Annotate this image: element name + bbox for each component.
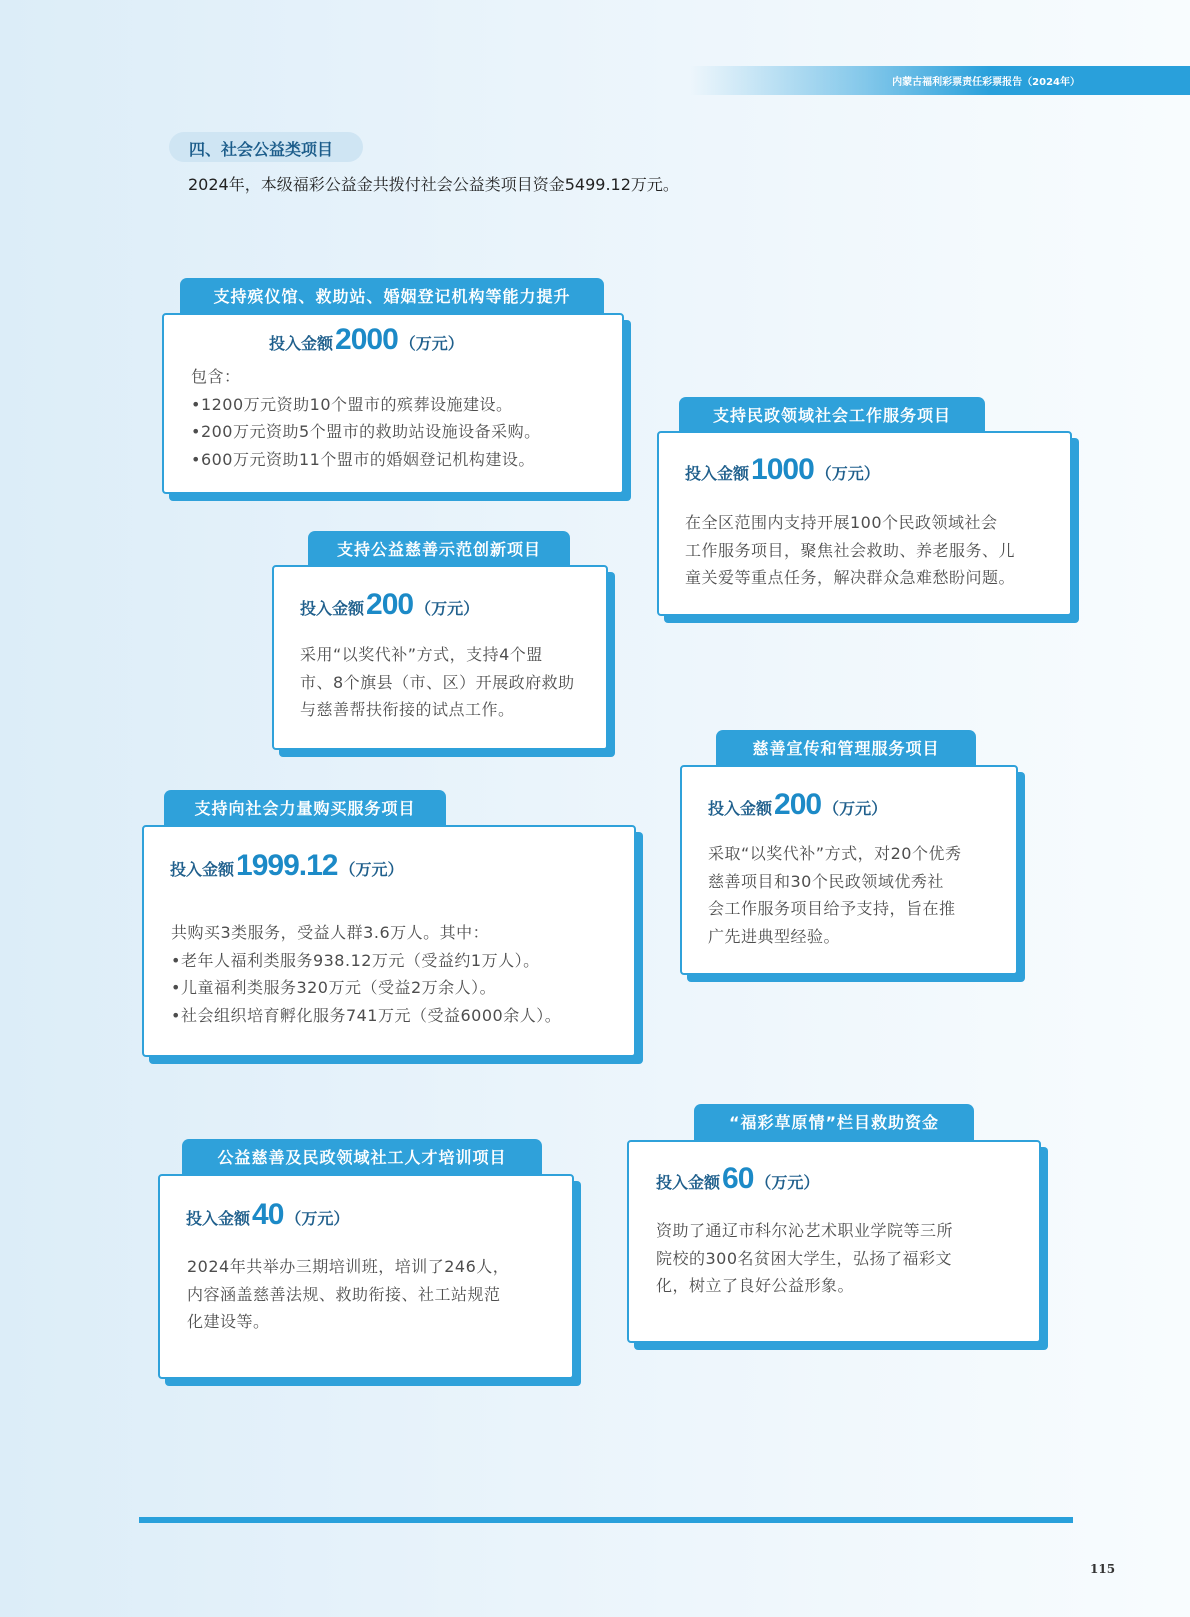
body-line: 包含：	[191, 367, 241, 386]
card-body	[656, 1217, 953, 1300]
body-line: 慈善项目和30个民政领域优秀社	[708, 871, 944, 891]
section-heading-pill	[169, 132, 363, 162]
amount-line	[685, 453, 880, 487]
body-line: 化建设等。	[187, 1312, 270, 1331]
card-body	[187, 1253, 509, 1336]
amount-line	[708, 788, 887, 822]
amount-unit: （万元）	[755, 1173, 820, 1192]
amount-prefix: 投入金额	[186, 1209, 251, 1228]
amount-line	[656, 1162, 819, 1196]
card-talent-training	[158, 1174, 574, 1379]
amount-prefix: 投入金额	[685, 464, 750, 483]
amount-unit: （万元）	[815, 464, 880, 483]
amount-value: 200	[366, 588, 414, 621]
report-title: 内蒙古福利彩票责任彩票报告（2024年）	[892, 77, 1080, 88]
amount-unit: （万元）	[415, 599, 480, 618]
amount-prefix: 投入金额	[300, 599, 365, 618]
body-line: 化，树立了良好公益形象。	[656, 1276, 855, 1295]
amount-line	[300, 588, 479, 622]
body-line: 资助了通辽市科尔沁艺术职业学院等三所	[656, 1221, 954, 1240]
body-line: 内容涵盖慈善法规、救助衔接、社工站规范	[187, 1284, 501, 1304]
card-charity-publicity	[680, 765, 1018, 975]
section-intro: 2024年，本级福彩公益金共拨付社会公益类项目资金5499.12万元。	[188, 175, 679, 194]
amount-line	[186, 1198, 349, 1232]
card-title-charity-demo: 支持公益慈善示范创新项目	[308, 531, 570, 567]
card-title-charity-publicity: 慈善宣传和管理服务项目	[716, 730, 976, 767]
card-title-talent-training: 公益慈善及民政领域社工人才培训项目	[182, 1139, 542, 1176]
amount-value: 1000	[751, 453, 814, 486]
body-line: •1200万元资助10个盟市的殡葬设施建设。	[191, 394, 513, 414]
amount-unit: （万元）	[285, 1209, 350, 1228]
body-line: •儿童福利类服务320万元（受益2万余人）。	[171, 978, 497, 997]
body-line: 共购买3类服务，受益人群3.6万人。其中：	[171, 923, 490, 942]
body-line: 采取“以奖代补”方式，对20个优秀	[708, 844, 962, 863]
card-funeral-rescue-marriage	[162, 313, 624, 494]
amount-line	[269, 323, 464, 357]
card-title-fucai-column: “福彩草原情”栏目救助资金	[694, 1104, 974, 1142]
card-social-work-services	[657, 431, 1072, 616]
card-title-social-work: 支持民政领域社会工作服务项目	[679, 397, 985, 433]
body-line: 广先进典型经验。	[708, 926, 841, 946]
header-band	[690, 66, 1190, 95]
card-body	[171, 919, 561, 1029]
card-body	[191, 363, 541, 473]
card-title-purchase-services: 支持向社会力量购买服务项目	[164, 790, 446, 827]
amount-prefix: 投入金额	[656, 1173, 721, 1192]
body-line: 与慈善帮扶衔接的试点工作。	[300, 700, 515, 719]
body-line: •600万元资助11个盟市的婚姻登记机构建设。	[191, 449, 535, 469]
card-charity-demo-innovation	[272, 565, 608, 750]
amount-value: 40	[252, 1198, 284, 1231]
amount-prefix: 投入金额	[708, 799, 773, 818]
amount-value: 2000	[335, 323, 398, 356]
card-purchase-services	[142, 825, 636, 1057]
card-body	[708, 840, 961, 950]
amount-unit: （万元）	[399, 334, 464, 353]
body-line: 工作服务项目，聚焦社会救助、养老服务、儿	[685, 540, 1016, 560]
amount-prefix: 投入金额	[269, 334, 334, 353]
body-line: 市、8个旗县（市、区）开展政府救助	[300, 672, 575, 692]
card-body	[300, 641, 575, 724]
card-body	[685, 509, 1015, 592]
body-line: •社会组织培育孵化服务741万元（受益6000余人）。	[171, 1005, 562, 1025]
body-line: 在全区范围内支持开展100个民政领域社会	[685, 513, 998, 532]
amount-unit: （万元）	[339, 860, 404, 879]
body-line: •老年人福利类服务938.12万元（受益约1万人）。	[171, 950, 540, 970]
card-title-funeral: 支持殡仪馆、救助站、婚姻登记机构等能力提升	[180, 278, 604, 316]
body-line: 院校的300名贫困大学生，弘扬了福彩文	[656, 1248, 953, 1268]
body-line: •200万元资助5个盟市的救助站设施设备采购。	[191, 422, 541, 441]
page-number: 115	[1090, 1562, 1116, 1576]
body-line: 2024年共举办三期培训班，培训了246人，	[187, 1257, 510, 1276]
body-line: 会工作服务项目给予支持，旨在推	[708, 899, 956, 918]
amount-value: 200	[774, 788, 822, 821]
amount-value: 60	[722, 1162, 754, 1195]
amount-prefix: 投入金额	[170, 860, 235, 879]
section-heading: 四、社会公益类项目	[189, 140, 334, 159]
body-line: 童关爱等重点任务，解决群众急难愁盼问题。	[685, 568, 1016, 587]
amount-unit: （万元）	[823, 799, 888, 818]
footer-divider	[139, 1517, 1073, 1523]
amount-line	[170, 849, 403, 883]
amount-value: 1999.12	[236, 849, 338, 882]
card-fucai-grassland-column	[627, 1140, 1041, 1343]
body-line: 采用“以奖代补”方式，支持4个盟	[300, 645, 543, 664]
